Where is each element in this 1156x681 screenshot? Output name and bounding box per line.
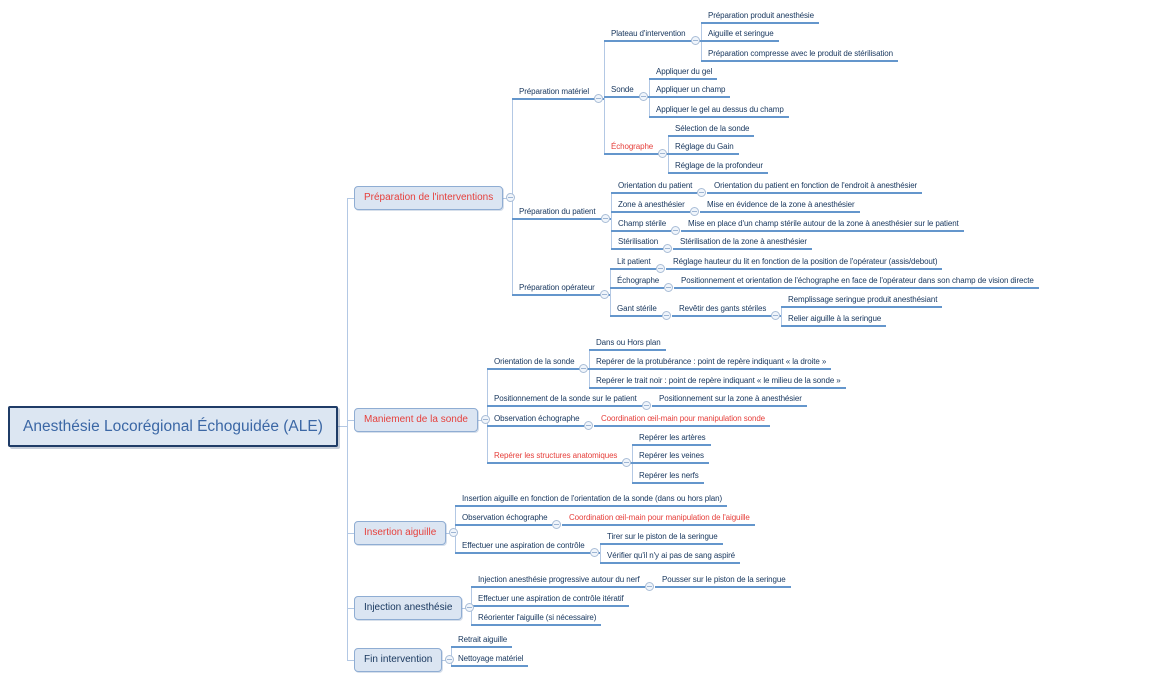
node-label: Dans ou Hors plan bbox=[596, 338, 661, 347]
node-label: Repérer les artères bbox=[639, 433, 706, 442]
mindmap-node[interactable] bbox=[673, 235, 812, 250]
node-label: Observation échographe bbox=[462, 513, 548, 522]
node-label: Mise en place d'un champ stérile autour de la zone à anesthésier sur le patient bbox=[688, 219, 959, 228]
collapse-icon[interactable] bbox=[690, 207, 699, 216]
mindmap-node[interactable] bbox=[512, 85, 594, 100]
mindmap-node[interactable] bbox=[487, 412, 584, 427]
mindmap-node[interactable] bbox=[354, 408, 478, 432]
node-label: Observation échographe bbox=[494, 414, 580, 423]
mindmap-node[interactable] bbox=[455, 511, 552, 526]
mindmap-node[interactable] bbox=[701, 9, 819, 24]
mindmap-node[interactable] bbox=[354, 648, 442, 672]
collapse-icon[interactable] bbox=[584, 421, 593, 430]
node-label: Revêtir des gants stériles bbox=[679, 304, 767, 313]
node-label: Préparation matériel bbox=[519, 87, 590, 96]
mindmap-node[interactable] bbox=[487, 449, 622, 464]
mindmap-node[interactable] bbox=[604, 27, 691, 42]
mindmap-node[interactable] bbox=[8, 406, 338, 447]
mindmap-node[interactable] bbox=[668, 159, 768, 174]
node-label: Sonde bbox=[611, 85, 634, 94]
collapse-icon[interactable] bbox=[645, 582, 654, 591]
node-label: Orientation du patient bbox=[618, 181, 693, 190]
collapse-icon[interactable] bbox=[639, 92, 648, 101]
node-label: Préparation de l'interventions bbox=[364, 192, 494, 203]
node-label: Positionnement sur la zone à anesthésier bbox=[659, 394, 802, 403]
collapse-icon[interactable] bbox=[445, 655, 454, 664]
mindmap-node[interactable] bbox=[610, 255, 656, 270]
node-label: Injection anesthésie bbox=[364, 602, 453, 613]
mindmap-node[interactable] bbox=[700, 198, 860, 213]
node-label: Zone à anesthésier bbox=[618, 200, 685, 209]
node-label: Aiguille et seringue bbox=[708, 29, 774, 38]
mindmap-node[interactable] bbox=[471, 592, 629, 607]
node-label: Remplissage seringue produit anesthésiant bbox=[788, 295, 938, 304]
connector-line bbox=[347, 198, 354, 199]
node-label: Nettoyage matériel bbox=[458, 654, 524, 663]
collapse-icon[interactable] bbox=[622, 458, 631, 467]
mindmap-node[interactable] bbox=[471, 611, 601, 626]
mindmap-node[interactable] bbox=[701, 47, 898, 62]
node-label: Réglage du Gain bbox=[675, 142, 734, 151]
node-label: Orientation du patient en fonction de l'endroit à anesthésier bbox=[714, 181, 918, 190]
collapse-icon[interactable] bbox=[590, 548, 599, 557]
node-label: Repérer le trait noir : point de repère indiquant « le milieu de la sonde » bbox=[596, 376, 841, 385]
mindmap-node[interactable] bbox=[611, 235, 663, 250]
node-label: Anesthésie Locorégional Échoguidée (ALE) bbox=[23, 418, 323, 435]
mindmap-node[interactable] bbox=[604, 140, 658, 155]
node-label: Injection anesthésie progressive autour du nerf bbox=[478, 575, 640, 584]
node-label: Gant stérile bbox=[617, 304, 657, 313]
collapse-icon[interactable] bbox=[552, 520, 561, 529]
node-label: Repérer de la protubérance : point de repère indiquant « la droite » bbox=[596, 357, 827, 366]
node-label: Mise en évidence de la zone à anesthésier bbox=[707, 200, 855, 209]
connector-line bbox=[347, 608, 354, 609]
collapse-icon[interactable] bbox=[771, 311, 780, 320]
node-label: Repérer les veines bbox=[639, 451, 704, 460]
mindmap-node[interactable] bbox=[611, 179, 697, 194]
collapse-icon[interactable] bbox=[465, 603, 474, 612]
mindmap-node[interactable] bbox=[354, 521, 446, 545]
node-label: Retrait aiguille bbox=[458, 635, 508, 644]
mindmap-node[interactable] bbox=[666, 255, 942, 270]
mindmap-node[interactable] bbox=[781, 312, 886, 327]
node-label: Stérilisation bbox=[618, 237, 659, 246]
collapse-icon[interactable] bbox=[671, 226, 680, 235]
node-label: Repérer les structures anatomiques bbox=[494, 451, 618, 460]
mindmap-node[interactable] bbox=[632, 431, 711, 446]
connector-line bbox=[347, 198, 348, 660]
node-label: Lit patient bbox=[617, 257, 651, 266]
mindmap-node[interactable] bbox=[672, 302, 771, 317]
mindmap-node[interactable] bbox=[487, 392, 642, 407]
mindmap-node[interactable] bbox=[600, 530, 723, 545]
mindmap-node[interactable] bbox=[594, 412, 770, 427]
node-label: Préparation du patient bbox=[519, 207, 596, 216]
node-label: Effectuer une aspiration de contrôle bbox=[462, 541, 585, 550]
node-label: Appliquer un champ bbox=[656, 85, 726, 94]
collapse-icon[interactable] bbox=[594, 94, 603, 103]
mindmap-node[interactable] bbox=[354, 186, 503, 210]
node-label: Maniement de la sonde bbox=[364, 414, 468, 425]
mindmap-node[interactable] bbox=[451, 633, 512, 648]
mindmap-node[interactable] bbox=[611, 217, 671, 232]
mindmap-node[interactable] bbox=[707, 179, 922, 194]
mindmap-node[interactable] bbox=[487, 355, 579, 370]
node-label: Coordination œil-main pour manipulation sonde bbox=[601, 414, 766, 423]
mindmap-node[interactable] bbox=[455, 492, 727, 507]
node-label: Fin intervention bbox=[364, 654, 433, 665]
node-label: Préparation opérateur bbox=[519, 283, 595, 292]
node-label: Repérer les nerfs bbox=[639, 471, 699, 480]
mindmap-node[interactable] bbox=[589, 355, 831, 370]
mindmap-node[interactable] bbox=[701, 27, 779, 42]
mindmap-node[interactable] bbox=[471, 573, 645, 588]
node-label: Sélection de la sonde bbox=[675, 124, 750, 133]
mindmap-node[interactable] bbox=[451, 652, 528, 667]
collapse-icon[interactable] bbox=[658, 149, 667, 158]
connector-line bbox=[347, 533, 354, 534]
collapse-icon[interactable] bbox=[662, 311, 671, 320]
node-label: Réglage de la profondeur bbox=[675, 161, 763, 170]
mindmap-node[interactable] bbox=[649, 83, 730, 98]
connector-line bbox=[347, 420, 354, 421]
collapse-icon[interactable] bbox=[642, 401, 651, 410]
connector-line bbox=[347, 660, 354, 661]
collapse-icon[interactable] bbox=[579, 364, 588, 373]
collapse-icon[interactable] bbox=[663, 244, 672, 253]
mindmap-node[interactable] bbox=[610, 274, 664, 289]
mindmap-node[interactable] bbox=[632, 469, 704, 484]
collapse-icon[interactable] bbox=[481, 415, 490, 424]
node-label: Coordination œil-main pour manipulation de l'aiguille bbox=[569, 513, 750, 522]
node-label: Pousser sur le piston de la seringue bbox=[662, 575, 786, 584]
node-label: Positionnement de la sonde sur le patient bbox=[494, 394, 637, 403]
node-label: Échographe bbox=[617, 276, 660, 285]
node-label: Réglage hauteur du lit en fonction de la position de l'opérateur (assis/debout) bbox=[673, 257, 938, 266]
collapse-icon[interactable] bbox=[449, 528, 458, 537]
node-label: Appliquer le gel au dessus du champ bbox=[656, 105, 784, 114]
node-label: Champ stérile bbox=[618, 219, 667, 228]
mindmap-node[interactable] bbox=[455, 539, 590, 554]
mindmap-node[interactable] bbox=[562, 511, 755, 526]
collapse-icon[interactable] bbox=[506, 193, 515, 202]
mindmap-node[interactable] bbox=[600, 549, 740, 564]
node-label: Réorienter l'aiguille (si nécessaire) bbox=[478, 613, 597, 622]
node-label: Échographe bbox=[611, 142, 654, 151]
collapse-icon[interactable] bbox=[664, 283, 673, 292]
node-label: Préparation produit anesthésie bbox=[708, 11, 814, 20]
mindmap-node[interactable] bbox=[512, 205, 601, 220]
node-label: Stérilisation de la zone à anesthésier bbox=[680, 237, 807, 246]
node-label: Relier aiguille à la seringue bbox=[788, 314, 882, 323]
node-label: Tirer sur le piston de la seringue bbox=[607, 532, 718, 541]
collapse-icon[interactable] bbox=[601, 214, 610, 223]
mindmap-node[interactable] bbox=[668, 140, 739, 155]
mindmap-node[interactable] bbox=[668, 122, 754, 137]
mindmap-node[interactable] bbox=[652, 392, 807, 407]
mindmap-node[interactable] bbox=[589, 336, 666, 351]
mindmap-node[interactable] bbox=[649, 65, 717, 80]
node-label: Insertion aiguille en fonction de l'orientation de la sonde (dans ou hors plan) bbox=[462, 494, 723, 503]
mindmap-node[interactable] bbox=[655, 573, 791, 588]
mindmap-node[interactable] bbox=[610, 302, 662, 317]
mindmap-node[interactable] bbox=[681, 217, 964, 232]
mindmap-node[interactable] bbox=[611, 198, 690, 213]
connector-line bbox=[338, 426, 347, 427]
node-label: Positionnement et orientation de l'échographe en face de l'opérateur dans son champ de vision directe bbox=[681, 276, 1034, 285]
node-label: Préparation compresse avec le produit de stérilisation bbox=[708, 49, 893, 58]
node-label: Effectuer une aspiration de contrôle itératif bbox=[478, 594, 624, 603]
collapse-icon[interactable] bbox=[600, 290, 609, 299]
node-label: Appliquer du gel bbox=[656, 67, 713, 76]
mindmap-node[interactable] bbox=[354, 596, 462, 620]
node-label: Insertion aiguille bbox=[364, 527, 437, 538]
collapse-icon[interactable] bbox=[656, 264, 665, 273]
mindmap-node[interactable] bbox=[649, 103, 789, 118]
collapse-icon[interactable] bbox=[697, 188, 706, 197]
node-label: Vérifier qu'il n'y ai pas de sang aspiré bbox=[607, 551, 736, 560]
mindmap-node[interactable] bbox=[604, 83, 639, 98]
node-label: Orientation de la sonde bbox=[494, 357, 575, 366]
mindmap-node[interactable] bbox=[781, 293, 942, 308]
collapse-icon[interactable] bbox=[691, 36, 700, 45]
mindmap-node[interactable] bbox=[512, 281, 600, 296]
node-label: Plateau d'intervention bbox=[611, 29, 686, 38]
mindmap-node[interactable] bbox=[632, 449, 709, 464]
mindmap-node[interactable] bbox=[674, 274, 1039, 289]
mindmap-node[interactable] bbox=[589, 374, 846, 389]
